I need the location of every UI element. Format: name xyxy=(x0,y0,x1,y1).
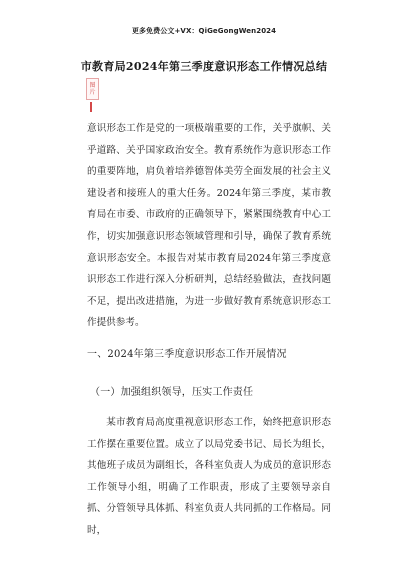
header-note: 更多免费公文+VX：QiGeGongWen2024 xyxy=(131,27,277,35)
document-title: 市教育局2024年第三季度意识形态工作情况总结 xyxy=(80,60,328,73)
subsection-heading: （一）加强组织领导，压实工作责任 xyxy=(90,387,254,398)
stamp-mark xyxy=(90,102,92,112)
body-text xyxy=(87,118,331,334)
stamp-text: 图片 xyxy=(89,82,96,96)
paragraph-1: 意识形态工作是党的一项极端重要的工作，关乎旗帜、关乎道路、关乎国家政治安全。教育系统作为意识形态工作的重要阵地，肩负着培养德智体美劳全面发展的社会主义建设者和接班人的重大任务。2024年第三季度，某市教育局在市委、市政府的正确领导下，紧紧围绕教育中心工作，切实加强意识形态领域管理和引导，确保了教育系统意识形态安全。本报告对某市教育局2024年第三季度意识形态工作进行深入分析研判，总结经验做法，查找问题不足，提出改进措施，为进一步做好教育系统意识形态工作提供参考。 xyxy=(87,123,331,329)
stamp-image xyxy=(86,78,99,100)
section-heading: 一、2024年第三季度意识形态工作开展情况 xyxy=(87,349,287,360)
paragraph-2: 某市教育局高度重视意识形态工作，始终把意识形态工作摆在重要位置。成立了以局党委书记、局长为组长，其他班子成员为副组长，各科室负责人为成员的意识形态工作领导小组，明确了工作职责，形成了主要领导亲自抓、分管领导具体抓、科室负责人共同抓的工作格局。同时， xyxy=(87,417,331,536)
